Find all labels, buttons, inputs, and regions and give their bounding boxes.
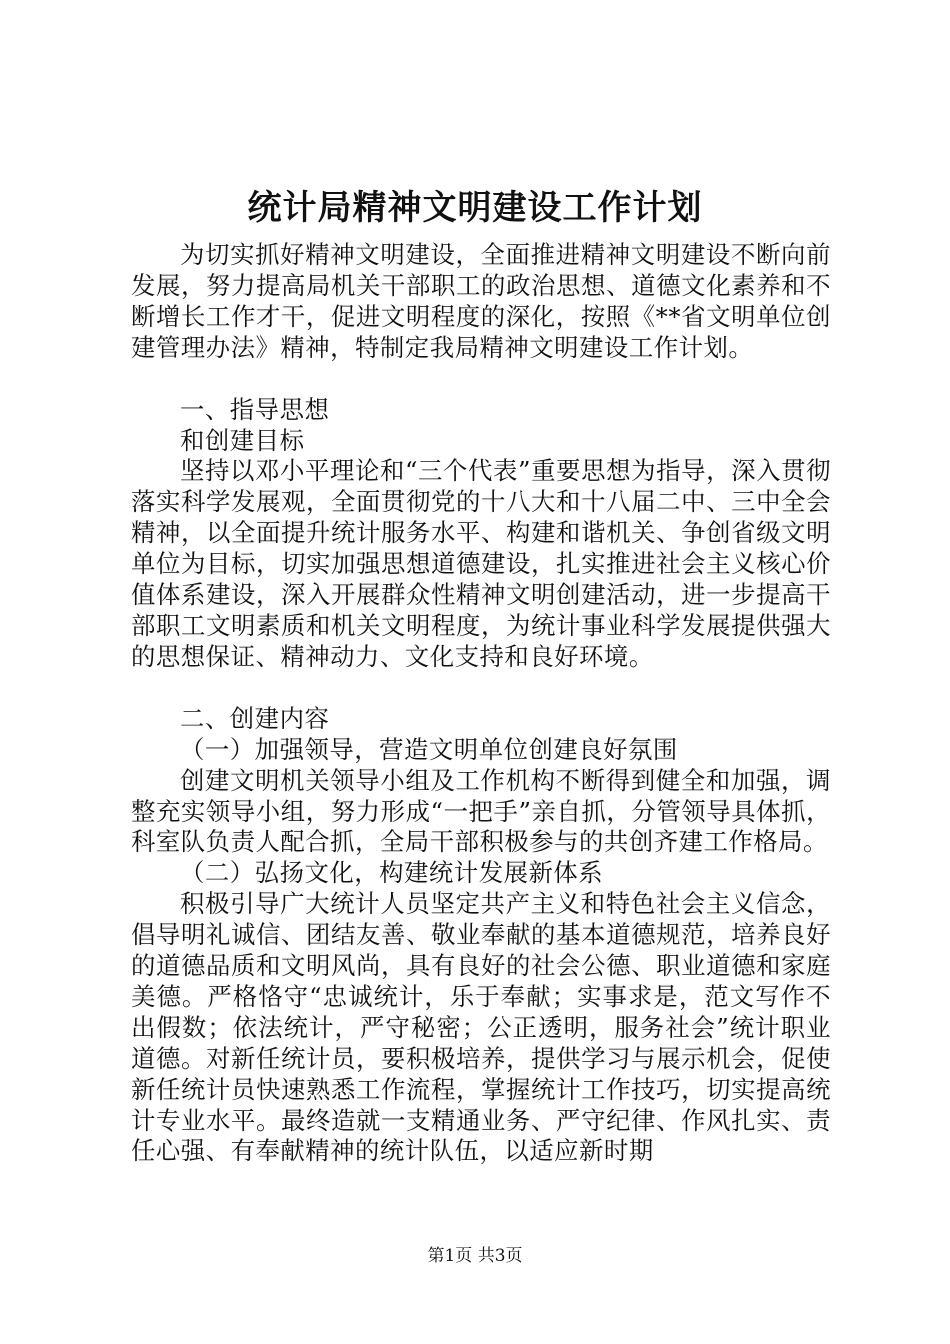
subsection1-body: 创建文明机关领导小组及工作机构不断得到健全和加强，调整充实领导小组，努力形成“一把手”亲自抓，分管领导具体抓，科室队负责人配合抓，全局干部积极参与的共创齐建工作格局。 — [131, 765, 831, 857]
paragraph-gap — [131, 364, 831, 395]
subsection2-heading: （二）弘扬文化，构建统计发展新体系 — [180, 858, 604, 888]
section1-heading: 一、指导思想 — [180, 394, 330, 424]
subsection2-body: 积极引导广大统计人员坚定共产主义和特色社会主义信念，倡导明礼诚信、团结友善、敬业奉献的基本道德规范，培养良好的道德品质和文明风尚，具有良好的社会公德、职业道德和家庭美德。严格恪守“忠诚统计，乐于奉献；实事求是，范文写作不出假数；依法统计，严守秘密；公正透明，服务社会”统计职业道德。对新任统计员，要积极培养，提供学习与展示机会，促使新任统计员快速熟悉工作流程，掌握统计工作技巧，切实提高统计专业水平。最终造就一支精通业务、严守纪律、作风扎实、责任心强、有奉献精神的统计队伍，以适应新时期 — [131, 889, 831, 1166]
page-footer: 第1页 共3页 — [427, 1246, 523, 1266]
section1-body: 坚持以邓小平理论和“三个代表”重要思想为指导，深入贯彻落实科学发展观，全面贯彻党的十八大和十八届二中、三中全会精神，以全面提升统计服务水平、构建和谐机关、争创省级文明单位为目标，切实加强思想道德建设，扎实推进社会主义核心价值体系建设，深入开展群众性精神文明创建活动，进一步提高干部职工文明素质和机关文明程度，为统计事业科学发展提供强大的思想保证、精神动力、文化支持和良好环境。 — [131, 456, 831, 671]
document-body — [131, 240, 831, 1167]
section1-subheading: 和创建目标 — [180, 425, 305, 455]
intro-paragraph: 为切实抓好精神文明建设，全面推进精神文明建设不断向前发展，努力提高局机关干部职工的政治思想、道德文化素养和不断增长工作才干，促进文明程度的深化，按照《**省文明单位创建管理办法》精神，特制定我局精神文明建设工作计划。 — [131, 240, 831, 362]
paragraph-gap — [131, 673, 831, 704]
document-title: 统计局精神文明建设工作计划 — [247, 188, 703, 228]
section2-heading: 二、创建内容 — [180, 703, 330, 733]
subsection1-heading: （一）加强领导，营造文明单位创建良好氛围 — [180, 734, 678, 764]
